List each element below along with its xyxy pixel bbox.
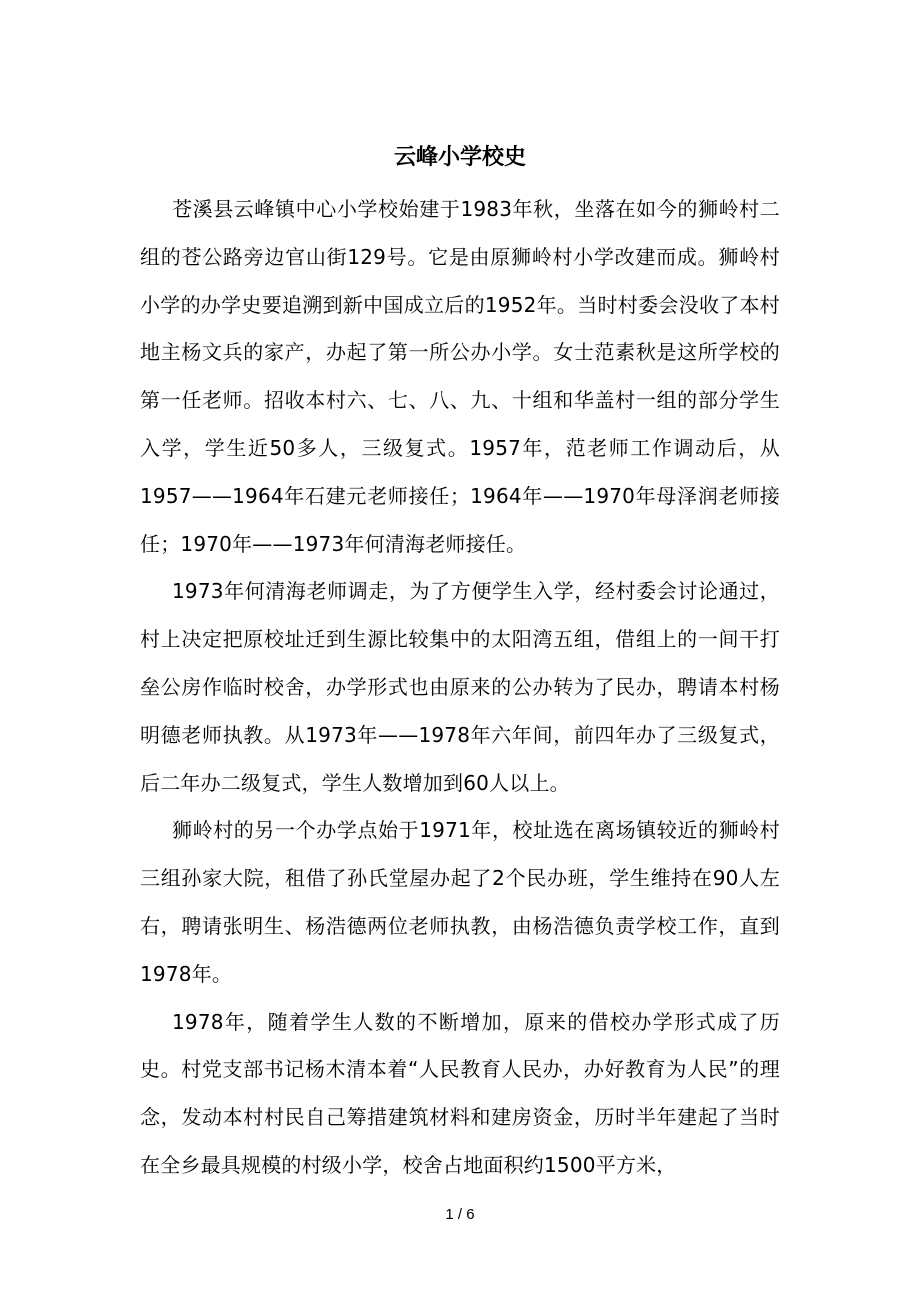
paragraph-1: 苍溪县云峰镇中心小学校始建于1983年秋，坐落在如今的狮岭村二组的苍公路旁边官山街129号。它是由原狮岭村小学改建而成。狮岭村小学的办学史要追溯到新中国成立后的1952年。当时村委会没收了本村地主杨文兵的家产，办起了第一所公办小学。女士范素秋是这所学校的第一任老师。招收本村六、七、八、九、十组和华盖村一组的部分学生入学，学生近50多人，三级复式。1957年，范老师工作调动后，从1957——1964年石建元老师接任；1964年——1970年母泽润老师接任；1970年——1973年何清海老师接任。	[140, 197, 780, 556]
paragraph-2: 1973年何清海老师调走，为了方便学生入学，经村委会讨论通过，村上决定把原校址迁到生源比较集中的太阳湾五组，借组上的一间干打垒公房作临时校舍，办学形式也由原来的公办转为了民办，聘请本村杨明德老师执教。从1973年——1978年六年间，前四年办了三级复式，后二年办二级复式，学生人数增加到60人以上。	[140, 579, 780, 795]
paragraph-3: 狮岭村的另一个办学点始于1971年，校址选在离场镇较近的狮岭村三组孙家大院，租借了孙氏堂屋办起了2个民办班，学生维持在90人左右，聘请张明生、杨浩德两位老师执教，由杨浩德负责学校工作，直到1978年。	[140, 818, 780, 986]
page-title: 云峰小学校史	[393, 145, 526, 170]
page-number: 1 / 6	[445, 1206, 475, 1223]
paragraph-4: 1978年，随着学生人数的不断增加，原来的借校办学形式成了历史。村党支部书记杨木清本着“人民教育人民办，办好教育为人民”的理念，发动本村村民自己筹措建筑材料和建房资金，历时半年建起了当时在全乡最具规模的村级小学，校舍占地面积约1500平方米，	[140, 1009, 780, 1177]
document-body	[140, 186, 780, 1190]
